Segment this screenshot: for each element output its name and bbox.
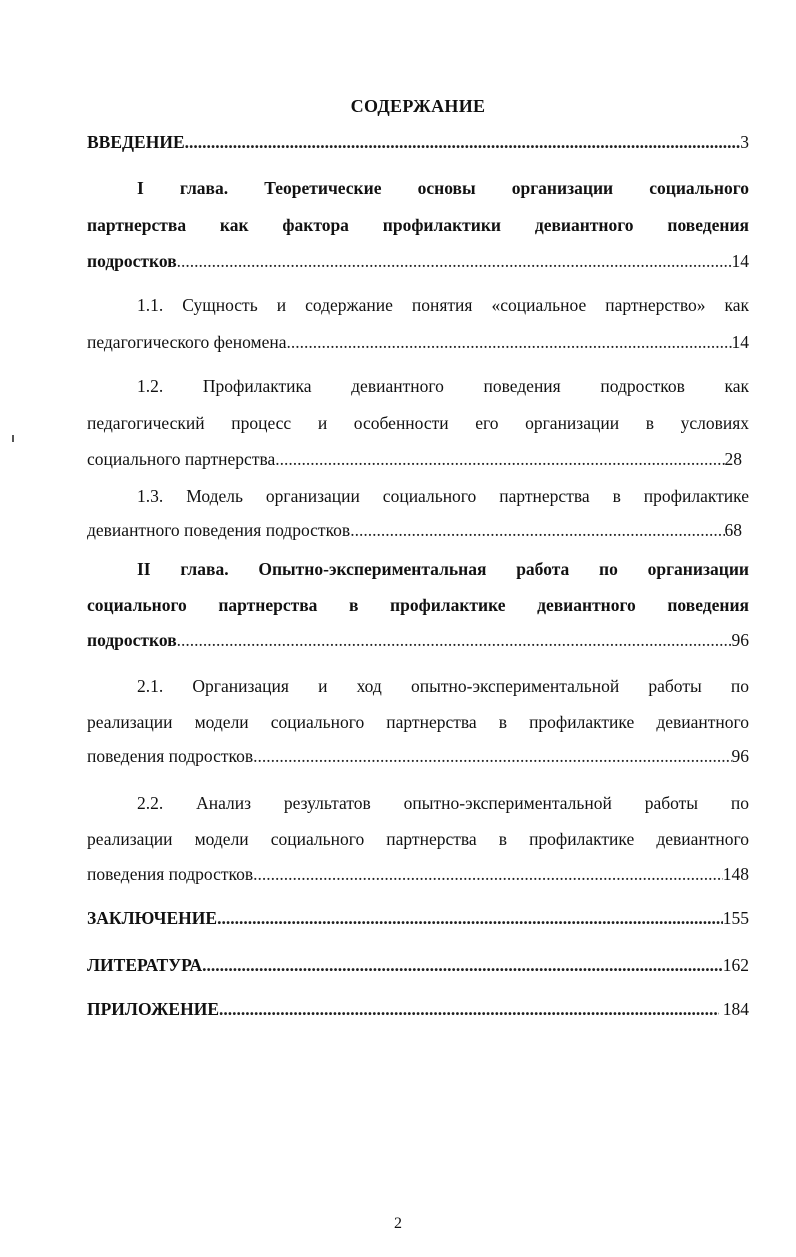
toc-page-number: 68 xyxy=(724,520,742,540)
dot-leader xyxy=(185,132,741,152)
dot-leader xyxy=(202,955,723,975)
dot-leader xyxy=(286,332,731,352)
toc-label: подростков xyxy=(87,630,177,650)
dot-leader xyxy=(253,746,731,766)
toc-section-2-2-line-2[interactable]: реализации модели социального партнерства в профилактике девиантного xyxy=(87,829,749,849)
page-title: СОДЕРЖАНИЕ xyxy=(350,96,486,116)
toc-label: ЛИТЕРАТУРА xyxy=(87,955,203,975)
scan-mark xyxy=(12,435,14,442)
toc-page-number: 96 xyxy=(731,746,749,766)
toc-entry-literature[interactable] xyxy=(87,955,749,975)
toc-section-2-1-line-2[interactable]: реализации модели социального партнерства в профилактике девиантного xyxy=(87,712,749,732)
dot-leader xyxy=(253,864,723,884)
dot-leader xyxy=(177,630,732,650)
toc-page-number: 96 xyxy=(731,630,749,650)
toc-chapter-1-line-2[interactable]: партнерства как фактора профилактики девиантного поведения xyxy=(87,215,749,235)
toc-chapter-2-line-1[interactable]: II глава. Опытно-экспериментальная работа по организации xyxy=(137,559,749,579)
toc-label: ВВЕДЕНИЕ xyxy=(87,132,185,152)
toc-label: поведения подростков xyxy=(87,864,254,884)
toc-page-number: 14 xyxy=(731,251,749,271)
toc-page-number: 148 xyxy=(722,864,749,884)
toc-label: педагогического феномена xyxy=(87,332,287,352)
toc-label: социального партнерства xyxy=(87,449,276,469)
toc-page-number: 14 xyxy=(731,332,749,352)
toc-chapter-2-line-3[interactable] xyxy=(87,630,749,650)
dot-leader xyxy=(217,908,723,928)
toc-entry-appendix[interactable] xyxy=(87,999,749,1019)
toc-entry-conclusion[interactable] xyxy=(87,908,749,928)
toc-page-number: 3 xyxy=(740,132,749,152)
dot-leader xyxy=(219,999,719,1019)
toc-label: ПРИЛОЖЕНИЕ xyxy=(87,999,220,1019)
toc-section-1-3-line-1[interactable]: 1.3. Модель организации социального партнерства в профилактике xyxy=(137,486,749,506)
toc-label: девиантного поведения подростков xyxy=(87,520,351,540)
toc-chapter-1-line-1[interactable]: I глава. Теоретические основы организации социального xyxy=(137,178,749,198)
dot-leader xyxy=(350,520,724,540)
toc-section-1-1-line-1[interactable]: 1.1. Сущность и содержание понятия «социальное партнерство» как xyxy=(137,295,749,315)
toc-section-1-3-line-2[interactable] xyxy=(87,520,742,540)
toc-entry-intro[interactable] xyxy=(87,132,749,152)
toc-page-number: 155 xyxy=(722,908,749,928)
toc-page-number: 28 xyxy=(724,449,742,469)
toc-label: поведения подростков xyxy=(87,746,254,766)
toc-chapter-1-line-3[interactable] xyxy=(87,251,749,271)
toc-section-2-2-line-3[interactable] xyxy=(87,864,749,884)
dot-leader xyxy=(177,251,732,271)
toc-section-1-2-line-3[interactable] xyxy=(87,449,742,469)
toc-section-1-2-line-1[interactable]: 1.2. Профилактика девиантного поведения подростков как xyxy=(137,376,749,396)
toc-section-1-2-line-2[interactable]: педагогический процесс и особенности его организации в условиях xyxy=(87,413,749,433)
toc-section-2-1-line-3[interactable] xyxy=(87,746,749,766)
page-number: 2 xyxy=(394,1215,402,1232)
toc-section-2-2-line-1[interactable]: 2.2. Анализ результатов опытно-экспериментальной работы по xyxy=(137,793,749,813)
dot-leader xyxy=(275,449,724,469)
toc-page-number: 162 xyxy=(722,955,749,975)
toc-section-2-1-line-1[interactable]: 2.1. Организация и ход опытно-экспериментальной работы по xyxy=(137,676,749,696)
toc-label: подростков xyxy=(87,251,177,271)
toc-page-number: 184 xyxy=(722,999,749,1019)
toc-label: ЗАКЛЮЧЕНИЕ xyxy=(87,908,218,928)
toc-chapter-2-line-2[interactable]: социального партнерства в профилактике девиантного поведения xyxy=(87,595,749,615)
toc-section-1-1-line-2[interactable] xyxy=(87,332,749,352)
